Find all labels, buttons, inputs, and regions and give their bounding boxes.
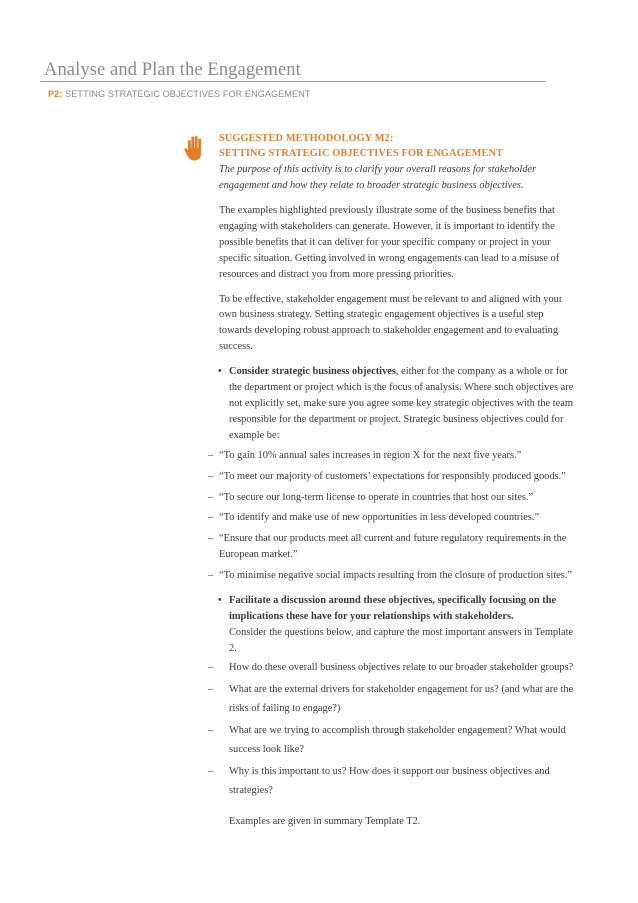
bullet-facilitate-discussion [219, 593, 577, 657]
bullet-marker: • [218, 366, 222, 378]
list-item: – What are we trying to accomplish through stakeholder engagement? What would success look like? [208, 724, 566, 755]
body-paragraph: The examples highlighted previously illustrate some of the business benefits that engaging with stakeholders can generate. However, it is important to identify the possible benefits that it can deliver for your specific company or project in your specific situation. Getting involved in wrong engagements can lead to a misuse of resources and distract you from more pressing priorities. [219, 205, 560, 280]
questions-list [208, 658, 577, 800]
list-item: – “To secure our long-term license to operate in countries that host our sites.” [208, 491, 534, 503]
methodology-heading-line1: SUGGESTED METHODOLOGY M2: [219, 133, 394, 144]
list-item: – “To meet our majority of customers’ expectations for responsibly produced goods.” [208, 470, 566, 482]
list-item: – “To gain 10% annual sales increases in region X for the next five years.” [208, 449, 522, 461]
bullet-text: Consider the questions below, and capture the most important answers in Template 2. [229, 626, 574, 654]
list-item: – Why is this important to us? How does it support our business objectives and strategies? [208, 765, 550, 796]
objective-examples-list [208, 448, 577, 584]
bullet-consider-objectives [219, 364, 577, 444]
closing-note: Examples are given in summary Template T2. [229, 815, 421, 827]
header-divider [40, 81, 546, 82]
bullet-marker: • [218, 595, 222, 607]
methodology-panel [208, 131, 577, 830]
section-subtitle-text: SETTING STRATEGIC OBJECTIVES FOR ENGAGEMENT [62, 89, 311, 99]
list-item: – “Ensure that our products meet all current and future regulatory requirements in the European market.” [208, 533, 567, 561]
hand-icon [184, 135, 204, 161]
bullet-lead: Facilitate a discussion around these objectives, specifically focusing on the implications these have for your relationships with stakeholders. [229, 595, 557, 622]
body-paragraph: To be effective, stakeholder engagement must be relevant to and aligned with your own business strategy. Setting strategic engagement objectives is a useful step towards developing robust approach to stakeholder engagement and to evaluating success. [219, 293, 563, 353]
list-item: – What are the external drivers for stakeholder engagement for us? (and what are the risks of failing to engage?) [208, 683, 574, 714]
list-item: – “To identify and make use of new opportunities in less developed countries.” [208, 512, 540, 524]
methodology-heading [219, 131, 577, 161]
section-subtitle [48, 89, 310, 99]
bullet-text: , either for the company as a whole or for the department or project which is the focus of analysis. Where such objectives are not explicitly set, make sure you agree some key strategic objectives with the team responsible for the department or project. Strategic business objectives could for example be: [229, 366, 574, 441]
purpose-statement: The purpose of this activity is to clarify your overall reasons for stakeholder engagement and how they relate to broader strategic business objectives. [219, 164, 537, 191]
section-code: P2: [48, 89, 63, 99]
list-item: – “To minimise negative social impacts resulting from the closure of production sites.” [208, 570, 573, 582]
page-title: Analyse and Plan the Engagement [44, 60, 301, 80]
bullet-lead: Consider strategic business objectives [229, 366, 396, 378]
methodology-heading-line2: SETTING STRATEGIC OBJECTIVES FOR ENGAGEMENT [219, 148, 504, 159]
list-item: – How do these overall business objectives relate to our broader stakeholder groups? [208, 661, 574, 673]
